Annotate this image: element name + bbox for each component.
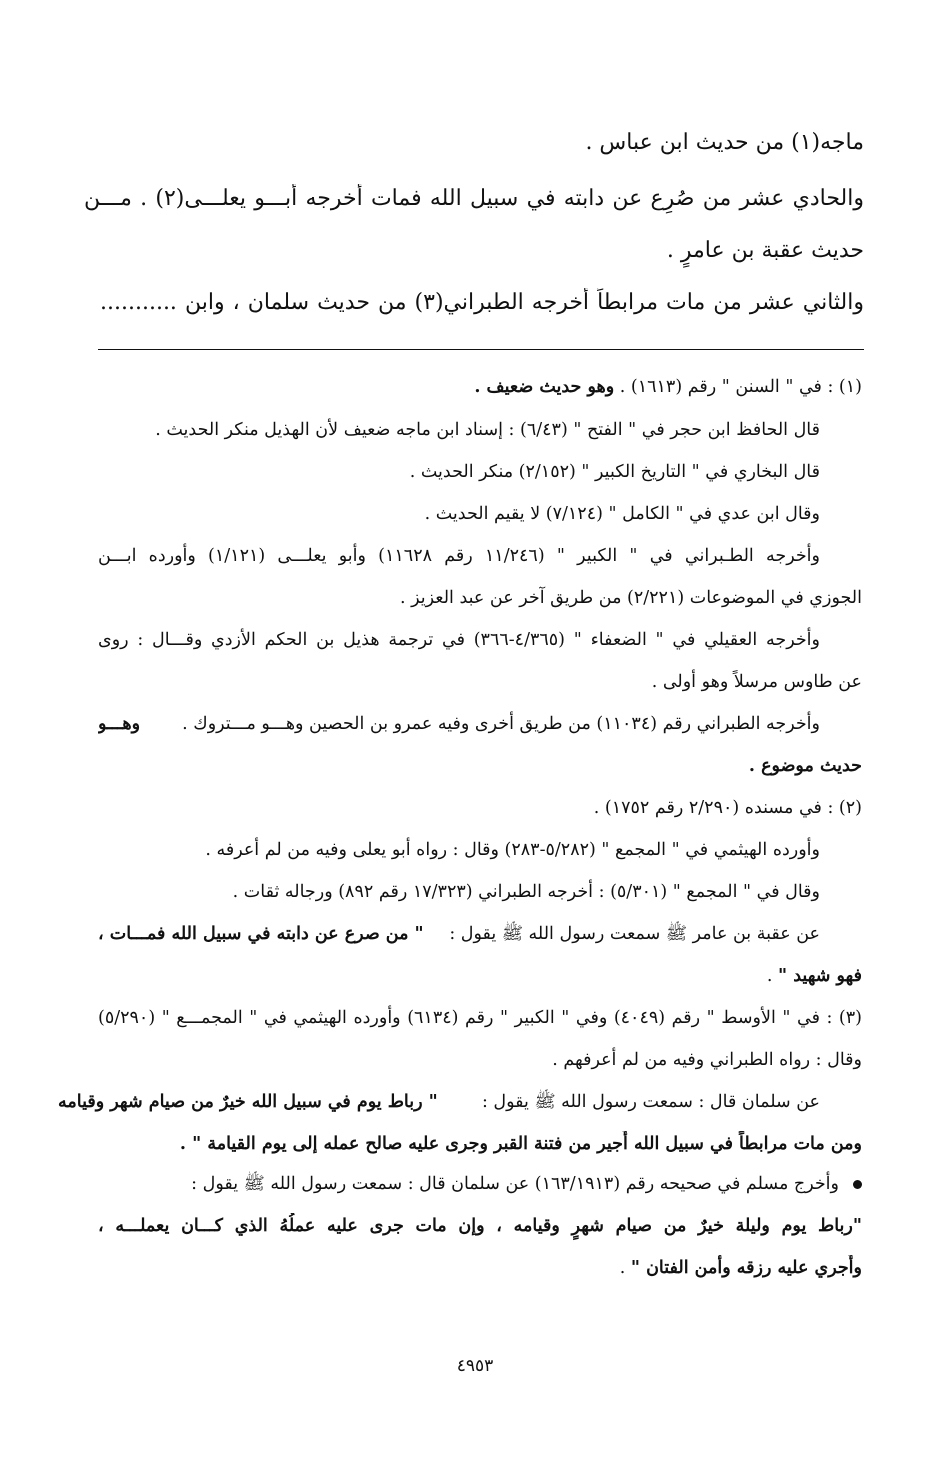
main-text-line-4: والثاني عشر من مات مرابطاً أخرجه الطبراني(٣) من حديث سلمان ، وابن ...........	[100, 290, 864, 315]
footnote-1-line-2: قال الحافظ ابن حجر في " الفتح " (٦/٤٣) : إسناد ابن ماجه ضعيف لأن الهذيل منكر الحديث .	[155, 420, 820, 440]
footnote-3-line-6: "رباط يوم وليلة خيرٌ من صيام شهرٍ وقيامه ، وإن مات جرى عليه عملُهُ الذي كـــان يعملـــه ،	[98, 1216, 862, 1236]
footnote-separator-rule	[98, 349, 864, 350]
footnote-2-line-4	[98, 921, 820, 949]
footnote-1-verdict-start: وهـــو	[98, 714, 141, 734]
footnote-3-line-2: وقال : رواه الطبراني وفيه من لم أعرفهم .	[552, 1050, 862, 1070]
footnote-1-source-text: وأخرجه الطبراني رقم (١١٠٣٤) من طريق أخرى وفيه عمرو بن الحصين وهـــو مـــتروك .	[182, 714, 820, 734]
footnote-1-verdict: وهو حديث ضعيف .	[474, 377, 615, 397]
footnote-1-ref: (١) : في " السنن " رقم (١٦١٣) .	[619, 377, 862, 397]
bullet-icon	[853, 1180, 862, 1189]
footnote-2-line-2: وأورده الهيثمي في " المجمع " (٥/٢٨٢-٢٨٣) وقال : رواه أبو يعلى وفيه من لم أعرفه .	[205, 840, 820, 860]
footnote-3-line-4: ومن مات مرابطاً في سبيل الله أُجير من فتنة القبر وجرى عليه صالح عمله إلى يوم القيامة " .	[179, 1134, 862, 1154]
footnote-1-line-7: وأخرجه العقيلي في " الضعفاء " (٤/٣٦٥-٣٦٦) في ترجمة هذيل بن الحكم الأزدي وقـــال : روى	[98, 630, 820, 650]
footnote-2-line-5	[767, 963, 862, 991]
footnote-2-narration: عن عقبة بن عامر ﷺ سمعت رسول الله ﷺ يقول :	[449, 924, 820, 944]
footnote-2-line-1: (٢) : في مسنده (٢/٢٩٠ رقم ١٧٥٢) .	[593, 798, 862, 818]
footnote-2-period: .	[766, 966, 779, 986]
footnote-3-line-7	[620, 1255, 862, 1283]
page-number: ٤٩٥٣	[456, 1356, 494, 1376]
footnote-1-line-3: قال البخاري في " التاريخ الكبير " (٢/١٥٢) منكر الحديث .	[409, 462, 820, 482]
footnote-1-line-10: حديث موضوع .	[748, 756, 862, 776]
footnote-3-line-3	[58, 1089, 820, 1117]
footnote-1-line-5: وأخرجه الطـبراني في " الكبير " (١١/٢٤٦ رقم ١١٦٢٨) وأبو يعلـــى (١/١٢١) وأورده ابـــن	[98, 546, 820, 566]
footnote-2-hadith-end: فهو شهيد "	[778, 966, 862, 986]
main-text-line-1: ماجه(١) من حديث ابن عباس .	[585, 130, 864, 155]
footnote-1-line-1	[474, 374, 862, 402]
footnote-3-period: .	[619, 1258, 631, 1278]
footnote-3-muslim-ref: وأخرج مسلم في صحيحه رقم (١٦٣/١٩١٣) عن سلمان قال : سمعت رسول الله ﷺ يقول :	[191, 1174, 839, 1194]
footnote-2-hadith-text: " من صرع عن دابته في سبيل الله فمـــات ،	[98, 924, 424, 944]
footnote-3-hadith-text: " رباط يوم في سبيل الله خيرٌ من صيام شهر وقيامه	[58, 1092, 438, 1112]
footnote-3-narration: عن سلمان قال : سمعت رسول الله ﷺ يقول :	[481, 1092, 820, 1112]
footnote-3-line-1: (٣) : في " الأوسط " رقم (٤٠٤٩) وفي " الكبير " رقم (٦١٣٤) وأورده الهيثمي في " المجمـــع " (٥/٢٩٠)	[98, 1008, 862, 1028]
footnote-1-line-9	[98, 711, 820, 739]
footnote-2-line-3: وقال في " المجمع " (٥/٣٠١) : أخرجه الطبراني (١٧/٣٢٣ رقم ٨٩٢) ورجاله ثقات .	[232, 882, 820, 902]
footnote-3-line-5	[191, 1171, 862, 1199]
footnote-3-muslim-end: وأُجري عليه رزقه وأمن الفتان "	[630, 1258, 862, 1278]
footnote-1-line-8: عن طاوس مرسلاً وهو أولى .	[651, 672, 862, 692]
footnote-1-line-6: الجوزي في الموضوعات (٢/٢٢١) من طريق آخر عن عبد العزيز .	[399, 588, 862, 608]
main-text-line-3: حديث عقبة بن عامرٍ .	[666, 238, 864, 263]
footnote-1-line-4: وقال ابن عدي في " الكامل " (٧/١٢٤) لا يقيم الحديث .	[424, 504, 820, 524]
main-text-line-2: والحادي عشر من صُرِع عن دابته في سبيل الله فمات أخرجه أبـــو يعلـــى(٢) . مـــن	[84, 186, 864, 211]
